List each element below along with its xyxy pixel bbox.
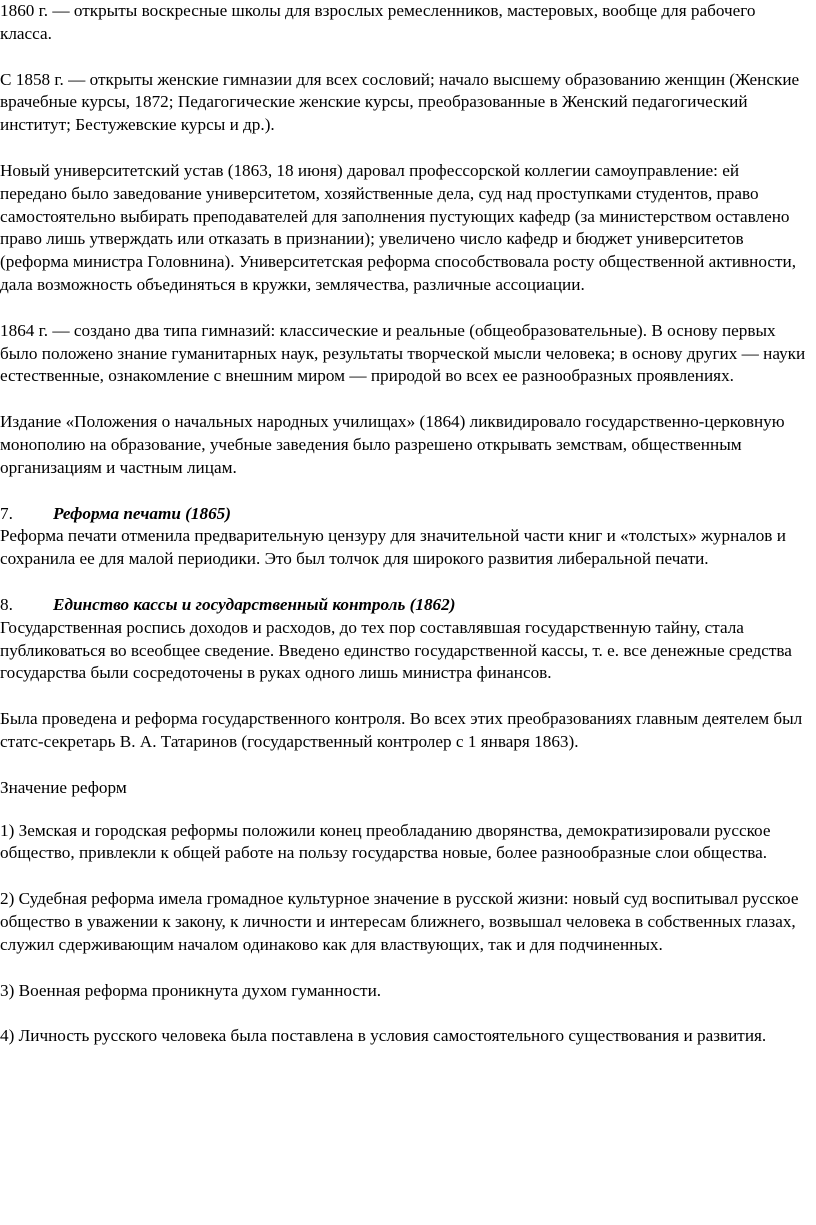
significance-heading: Значение реформ	[0, 777, 127, 797]
significance-item-1: 1) Земская и городская реформы положили конец преобладанию дворянства, демократизировали русское общество, привлекли к общей работе на пользу государства новые, более разнообразные слои общества.	[0, 820, 771, 863]
significance-item-4: 4) Личность русского человека была поставлена в условия самостоятельного существования и развития.	[0, 1026, 767, 1046]
section-7-body: Реформа печати отменила предварительную цензуру для значительной части книг и «толстых» журналов и сохранила ее для малой периодики. Это был толчок для широкого развития либеральной печати.	[0, 526, 786, 569]
paragraph-primary-schools: Издание «Положения о начальных народных училищах» (1864) ликвидировало государственно-церковную монополию на образование, учебные заведения было разрешено открывать земствам, общественным организациям и частным лицам.	[0, 412, 785, 477]
section-7-heading	[0, 503, 810, 526]
paragraph-sunday-schools: 1860 г. — открыты воскресные школы для взрослых ремесленников, мастеровых, вообще для рабочего класса.	[0, 1, 756, 43]
significance-item-3: 3) Военная реформа проникнута духом гуманности.	[0, 980, 382, 1000]
section-7-title: Реформа печати (1865)	[53, 503, 231, 523]
paragraph-university-charter: Новый университетский устав (1863, 18 июня) даровал профессорской коллегии самоуправление: ей передано было заведование университетом, хозяйственные дела, суд над проступками студентов, право самостоятельно выбирать преподавателей для заполнения пустующих кафедр (за министерством оставлено право лишь утверждать или отказать в признании); увеличено число кафедр и бюджет университетов (реформа министра Головнина). Университетская реформа способствовала росту общественной активности, дала возможность объединяться в кружки, землячества, различные ассоциации.	[0, 160, 797, 294]
section-8-body-2: Была проведена и реформа государственного контроля. Во всех этих преобразованиях главным деятелем был статс-секретарь В. А. Татаринов (государственный контролер с 1 января 1863).	[0, 709, 803, 751]
paragraph-gymnasium-types: 1864 г. — создано два типа гимназий: классические и реальные (общеобразовательные). В основу первых было положено знание гуманитарных наук, результаты творческой мысли человека; в основу других — науки естественные, ознакомление с внешним миром — природой во всех ее разнообразных проявлениях.	[0, 320, 806, 386]
section-8-heading	[0, 594, 810, 617]
section-8-number: 8.	[0, 594, 13, 614]
section-8-body: Государственная роспись доходов и расходов, до тех пор составлявшая государственную тайну, стала публиковаться во всеобщее сведение. Введено единство государственной кассы, т. е. все денежные средства государства были сосредоточены в руках одного лишь министра финансов.	[0, 617, 792, 683]
section-8-title: Единство кассы и государственный контроль (1862)	[53, 594, 456, 614]
significance-item-2: 2) Судебная реформа имела громадное культурное значение в русской жизни: новый суд воспитывал русское общество в уважении к закону, к личности и интересам ближнего, возвышал человека в собственных глазах, служил сдерживающим началом одинаково как для властвующих, так и для подчиненных.	[0, 889, 799, 954]
section-7-number: 7.	[0, 503, 13, 523]
paragraph-women-gymnasiums: С 1858 г. — открыты женские гимназии для всех сословий; начало высшему образованию женщин (Женские врачебные курсы, 1872; Педагогические женские курсы, преобразованные в Женский педагогический институт; Бестужевские курсы и др.).	[0, 69, 800, 135]
